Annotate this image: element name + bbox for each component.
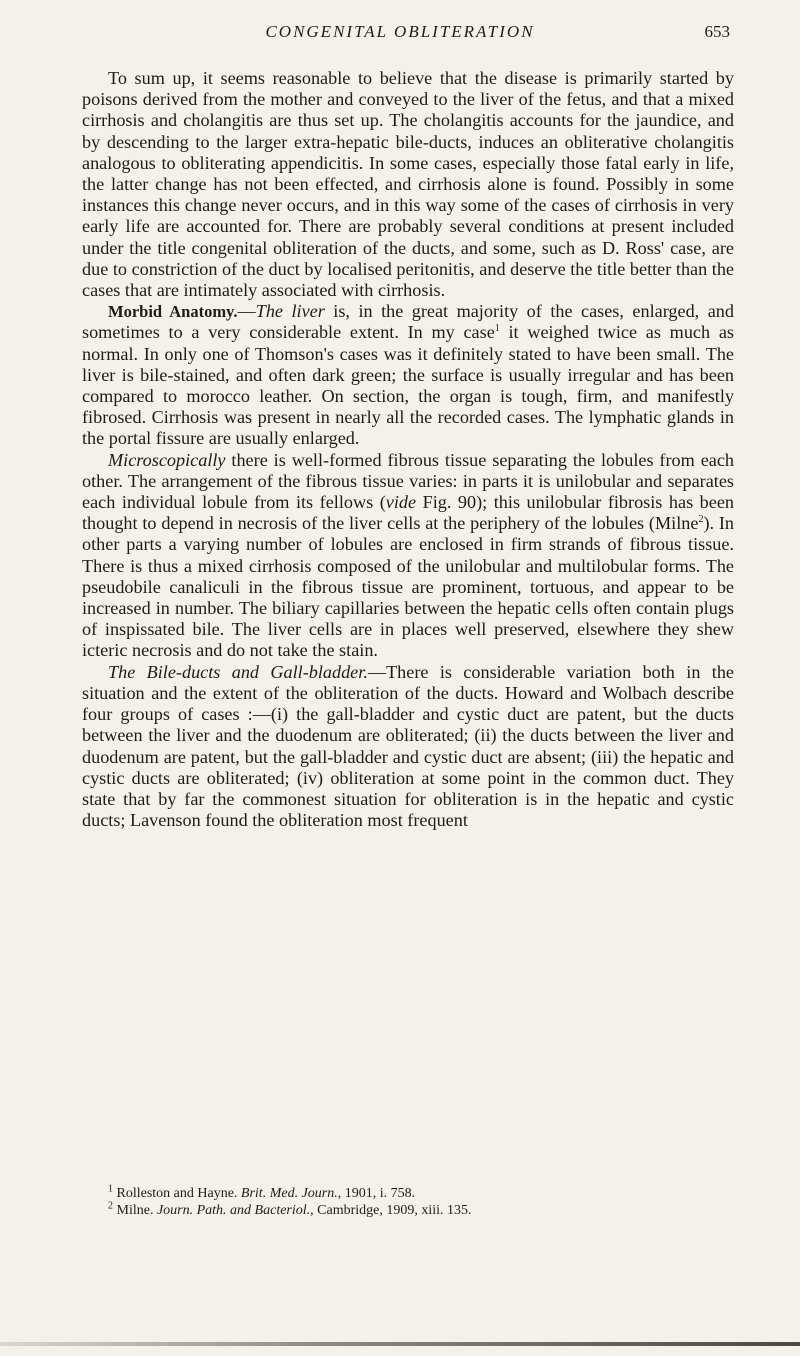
footnote-1 bbox=[82, 1185, 734, 1202]
text-segment: is, in the great majority of the cases, enlarged, and sometimes to a very considerable extent. In my case bbox=[82, 301, 734, 343]
footnote-author: Rolleston and Hayne. bbox=[113, 1186, 241, 1201]
italic-lead: Microscopically bbox=[108, 449, 226, 470]
footnote-mark: 2 bbox=[108, 1200, 113, 1212]
italic-vide: vide bbox=[385, 492, 417, 513]
section-heading-morbid-anatomy: Morbid Anatomy. bbox=[108, 302, 238, 322]
heading-dash: — bbox=[237, 301, 256, 322]
italic-lead: The liver bbox=[255, 301, 325, 322]
footnote-mark: 1 bbox=[108, 1183, 113, 1195]
paragraph-morbid-anatomy bbox=[82, 301, 734, 449]
body-text bbox=[82, 68, 734, 831]
section-heading-bile-ducts: The Bile-ducts and Gall-bladder. bbox=[108, 661, 368, 682]
paragraph-microscopically bbox=[82, 450, 734, 662]
footnote-ref-1: 1 bbox=[494, 323, 500, 335]
paragraph-summary: To sum up, it seems reasonable to believe that the disease is primarily started by poisons derived from the mother and conveyed to the liver of the fetus, and that a mixed cirrhosis and cholangitis are thus set up. The cholangitis accounts for the jaundice, and by descending to the larger extra-hepatic bile-ducts, induces an obliterative cholangitis analogous to obliterating appendicitis. In some cases, especially those fatal early in life, the latter change has not been effected, and cirrhosis alone is found. Possibly in some instances this change never occurs, and in this way some of the cases of cirrhosis in very early life are accounted for. There are probably several conditions at present included under the title congenital obliteration of the ducts, and some, such as D. Ross' case, are due to constriction of the duct by localised peritonitis, and deserve the title better than the cases that are intimately associated with cirrhosis. bbox=[82, 68, 734, 301]
running-title: CONGENITAL OBLITERATION bbox=[265, 22, 535, 41]
text-segment: it weighed twice as much as normal. In only one of Thomson's cases was it definitely stated to have been small. The liver is bile-stained, and often dark green; the surface is usually irregular and has been compared to morocco leather. On section, the organ is tough, firm, and manifestly fibrosed. Cirrhosis was present in nearly all the recorded cases. The lymphatic glands in the portal fissure are usually enlarged. bbox=[82, 322, 734, 449]
footnote-2 bbox=[82, 1202, 734, 1219]
text-segment: ). In other parts a varying number of lobules are enclosed in firm strands of fibrous tissue. There is thus a mixed cirrhosis composed of the unilobular and multilobular forms. The pseudobile canaliculi in the fibrous tissue are prominent, tortuous, and appear to be increased in number. The biliary capillaries between the hepatic cells often contain plugs of inspissated bile. The liver cells are in places well preserved, elsewhere they shew icteric necrosis and do not take the stain. bbox=[82, 513, 734, 661]
text-segment: —There is considerable variation both in the situation and the extent of the obliteration of the ducts. Howard and Wolbach describe four groups of cases :—(i) the gall-bladder and cystic duct are patent, but the ducts between the liver and the duodenum are obliterated; (ii) the ducts between the liver and duodenum are patent, but the gall-bladder and cystic duct are absent; (iii) the hepatic and cystic ducts are obliterated; (iv) obliteration at some point in the common duct. They state that by far the commonest situation for obliteration is in the hepatic and cystic ducts; Lavenson found the obliteration most frequent bbox=[82, 661, 734, 831]
page-number: 653 bbox=[704, 22, 730, 41]
page-edge-shadow bbox=[0, 1342, 800, 1346]
paragraph-bile-ducts bbox=[82, 662, 734, 832]
footnotes bbox=[82, 1185, 734, 1219]
footnote-journal: Brit. Med. Journ. bbox=[240, 1186, 338, 1201]
footnote-author: Milne. bbox=[113, 1203, 157, 1218]
footnote-citation: , Cambridge, 1909, xiii. 135. bbox=[310, 1203, 472, 1218]
running-head bbox=[70, 18, 730, 46]
text-segment: Fig. 90); this unilobular fibrosis has been thought to depend in necrosis of the liver cells at the periphery of the lobules (Milne bbox=[82, 492, 734, 534]
footnote-ref-2: 2 bbox=[698, 514, 704, 526]
footnote-journal: Journ. Path. and Bacteriol. bbox=[156, 1203, 311, 1218]
text-segment: there is well-formed fibrous tissue separating the lobules from each other. The arrangement of the fibrous tissue varies: in parts it is unilobular and separates each individual lobule from its fellows ( bbox=[82, 449, 734, 513]
footnote-citation: , 1901, i. 758. bbox=[337, 1186, 416, 1201]
